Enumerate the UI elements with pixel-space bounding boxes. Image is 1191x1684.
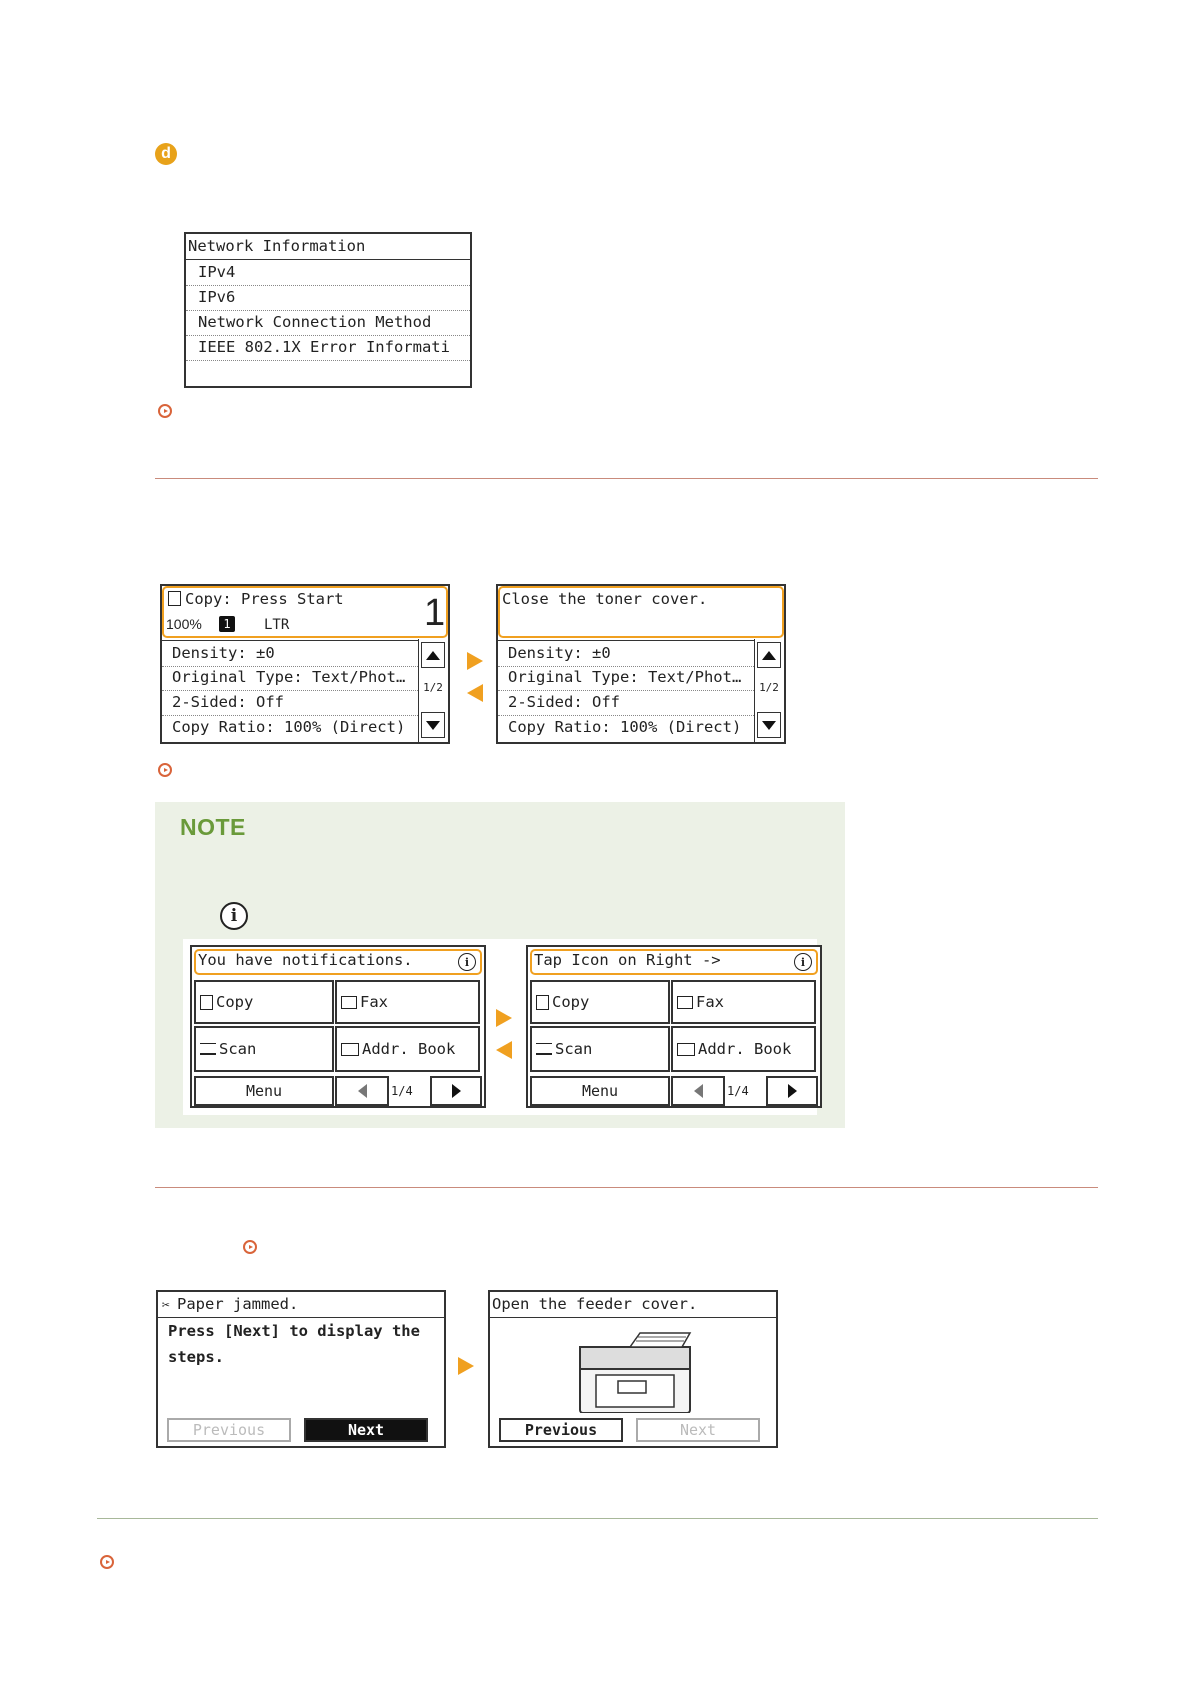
toner-cover-message: Close the toner cover. <box>502 590 708 608</box>
copy-status-text: Copy: Press Start <box>185 590 344 608</box>
jam-body-line2: steps. <box>168 1348 224 1366</box>
copy-icon <box>168 591 181 606</box>
page-prev-button[interactable] <box>335 1076 389 1106</box>
transition-left-arrow <box>467 684 483 702</box>
down-arrow-icon <box>426 721 440 730</box>
next-button[interactable]: Next <box>304 1418 428 1442</box>
scan-icon <box>200 1043 216 1055</box>
addr-book-label: Addr. Book <box>698 1040 792 1058</box>
setting-copy-ratio[interactable]: Copy Ratio: 100% (Direct) <box>172 718 406 736</box>
jam-title-bar <box>158 1292 444 1318</box>
next-button[interactable]: Next <box>636 1418 760 1442</box>
setting-copy-ratio[interactable]: Copy Ratio: 100% (Direct) <box>508 718 742 736</box>
notification-message: Tap Icon on Right -> <box>534 951 721 969</box>
setting-2-sided[interactable]: 2-Sided: Off <box>162 690 418 716</box>
jam-icon: ✂ <box>162 1298 170 1313</box>
copies-badge: 1 <box>219 616 235 632</box>
info-icon: i <box>220 902 248 930</box>
copy-button[interactable] <box>194 980 334 1024</box>
fax-icon <box>677 996 693 1009</box>
right-arrow-icon <box>452 1084 461 1098</box>
addr-book-button[interactable] <box>671 1026 816 1072</box>
page-indicator: 1/2 <box>423 681 443 694</box>
down-arrow-icon <box>762 721 776 730</box>
notification-info-icon[interactable]: i <box>458 953 476 971</box>
scan-button[interactable] <box>530 1026 670 1072</box>
menu-button[interactable]: Menu <box>194 1076 334 1106</box>
transition-left-arrow <box>496 1041 512 1059</box>
menu-item-connection-method[interactable]: Network Connection Method <box>186 310 470 336</box>
left-arrow-icon <box>358 1084 367 1098</box>
step-d-badge: d <box>155 143 177 165</box>
setting-original-type[interactable]: Original Type: Text/Phot… <box>162 665 418 691</box>
copy-screen-right <box>496 584 786 744</box>
copy-screen-left <box>160 584 450 744</box>
link-bullet-icon[interactable] <box>158 763 172 777</box>
fax-label: Fax <box>360 993 388 1011</box>
jam-body-line1: Press [Next] to display the <box>168 1322 420 1340</box>
scan-button[interactable] <box>194 1026 334 1072</box>
paper-jam-screen <box>156 1290 446 1448</box>
link-bullet-icon[interactable] <box>158 404 172 418</box>
fax-button[interactable] <box>335 980 480 1024</box>
screen-title: Network Information <box>186 234 470 260</box>
addr-book-label: Addr. Book <box>362 1040 456 1058</box>
jam-title: Paper jammed. <box>177 1295 299 1313</box>
notification-info-icon[interactable]: i <box>794 953 812 971</box>
page-prev-button[interactable] <box>671 1076 725 1106</box>
page-next-button[interactable] <box>766 1076 818 1106</box>
address-book-icon <box>677 1043 695 1056</box>
copy-status-line <box>168 590 344 608</box>
left-arrow-icon <box>694 1084 703 1098</box>
menu-item-ipv4[interactable]: IPv4 <box>186 260 470 286</box>
transition-right-arrow <box>458 1357 474 1375</box>
copy-counter: 1 <box>424 592 446 634</box>
link-bullet-icon[interactable] <box>100 1555 114 1569</box>
menu-item-ieee-error-info[interactable]: IEEE 802.1X Error Informati <box>186 335 470 361</box>
copy-label: Copy <box>216 993 254 1011</box>
setting-density[interactable]: Density: ±0 <box>498 640 754 667</box>
home-screen-right <box>526 945 822 1108</box>
scan-label: Scan <box>555 1040 593 1058</box>
home-screen-left <box>190 945 486 1108</box>
previous-button[interactable]: Previous <box>167 1418 291 1442</box>
setting-density[interactable]: Density: ±0 <box>162 640 418 667</box>
up-arrow-icon <box>762 651 776 660</box>
fax-icon <box>341 996 357 1009</box>
scan-icon <box>536 1043 552 1055</box>
page-indicator: 1/4 <box>391 1084 413 1098</box>
menu-item-ipv6[interactable]: IPv6 <box>186 285 470 311</box>
setting-original-type[interactable]: Original Type: Text/Phot… <box>498 665 754 691</box>
fax-label: Fax <box>696 993 724 1011</box>
feeder-title: Open the feeder cover. <box>490 1292 776 1318</box>
note-title: NOTE <box>180 814 246 840</box>
copy-button[interactable] <box>530 980 670 1024</box>
feeder-cover-screen <box>488 1290 778 1448</box>
page-indicator: 1/4 <box>727 1084 749 1098</box>
copy-ratio: 100% <box>166 616 202 632</box>
scroll-up-button[interactable] <box>757 642 781 668</box>
scroll-down-button[interactable] <box>421 712 445 738</box>
transition-right-arrow <box>496 1009 512 1027</box>
network-information-screen <box>184 232 472 388</box>
copy-icon <box>200 995 213 1010</box>
transition-right-arrow <box>467 652 483 670</box>
copy-label: Copy <box>552 993 590 1011</box>
scroll-column <box>754 639 784 742</box>
copy-icon <box>536 995 549 1010</box>
right-arrow-icon <box>788 1084 797 1098</box>
footer-divider <box>97 1518 1098 1519</box>
setting-2-sided[interactable]: 2-Sided: Off <box>498 690 754 716</box>
address-book-icon <box>341 1043 359 1056</box>
previous-button[interactable]: Previous <box>499 1418 623 1442</box>
section-divider <box>155 1187 1098 1188</box>
page-next-button[interactable] <box>430 1076 482 1106</box>
up-arrow-icon <box>426 651 440 660</box>
fax-button[interactable] <box>671 980 816 1024</box>
paper-size: LTR <box>264 617 290 633</box>
scan-label: Scan <box>219 1040 257 1058</box>
printer-illustration <box>568 1327 700 1413</box>
scroll-down-button[interactable] <box>757 712 781 738</box>
menu-button[interactable]: Menu <box>530 1076 670 1106</box>
section-divider <box>155 478 1098 479</box>
page-indicator: 1/2 <box>759 681 779 694</box>
notification-message: You have notifications. <box>198 951 413 969</box>
note-box <box>155 802 845 1128</box>
addr-book-button[interactable] <box>335 1026 480 1072</box>
link-bullet-icon[interactable] <box>243 1240 257 1254</box>
scroll-column <box>418 639 448 742</box>
scroll-up-button[interactable] <box>421 642 445 668</box>
